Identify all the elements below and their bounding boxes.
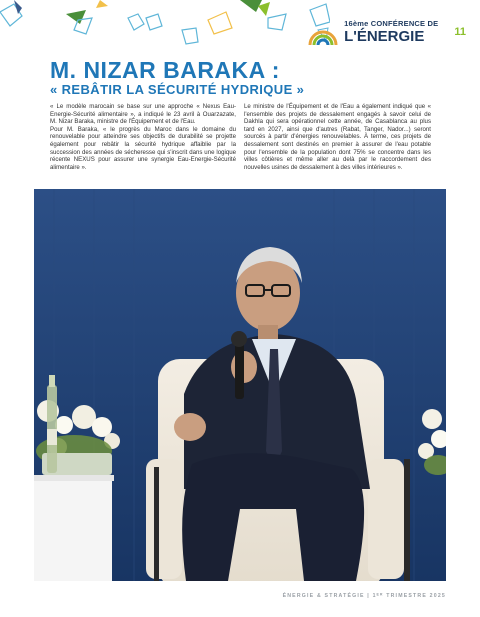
article-subtitle: « REBÂTIR LA SÉCURITÉ HYDRIQUE » [50, 82, 305, 97]
logo-line2: L'ÉNERGIE [344, 27, 425, 45]
footer-text: ÉNERGIE & STRATÉGIE | 1ᴱᴿ TRIMESTRE 2025 [282, 593, 446, 599]
text-column-left [50, 103, 236, 171]
water-bottle [47, 375, 57, 473]
paragraph: « Le modèle marocain se base sur une approche « Nexus Eau-Energie-Sécurité alimentaire », a indiqué le 23 avril à Ouarzazate, M. Nizar Baraka, ministre de l'Équipement et de l'Eau. [50, 103, 236, 126]
article-title: M. NIZAR BARAKA : [50, 57, 280, 83]
rainbow-arc-icon [308, 23, 338, 47]
text-column-right [244, 103, 431, 171]
conference-logo [308, 20, 466, 47]
logo-line1: 16ème CONFÉRENCE DE [344, 19, 439, 28]
speaker-photo [34, 189, 446, 581]
page-number: 11 [454, 26, 466, 38]
paragraph: Pour M. Baraka, « le progrès du Maroc dans le domaine du renouvelable pour atteindre ses objectifs de durabilité se projette également pour rebâtir la sécurité hydrique affaiblie par la succession des années de sécheresse qui s'inscrit dans une logique récente NEXUS pour assurer une synergie Eau-Energie-Sécurité alimentaire ». [50, 125, 236, 171]
paragraph: Le ministre de l'Équipement et de l'Eau a également indiqué que « l'ensemble des projets de dessalement engagés à savoir celui de Dakhla qui sera opérationnel cette année, de Casablanca au plus tard en 2027, ainsi que d'autres (Rabat, Tanger, Nador...) seront sourcés à partir d'énergies renouvelables. À terme, ces projets de dessalement sont destinés en premier à assurer de l'eau potable pour l'ensemble de la population dont 75% se concentre dans les villes côtières et même aller au delà par le raccordement des nouvelles usines de dessalement à des villes intérieures ». [244, 103, 431, 171]
speaker-photo-illustration [34, 189, 446, 581]
header-decoration [0, 0, 330, 62]
